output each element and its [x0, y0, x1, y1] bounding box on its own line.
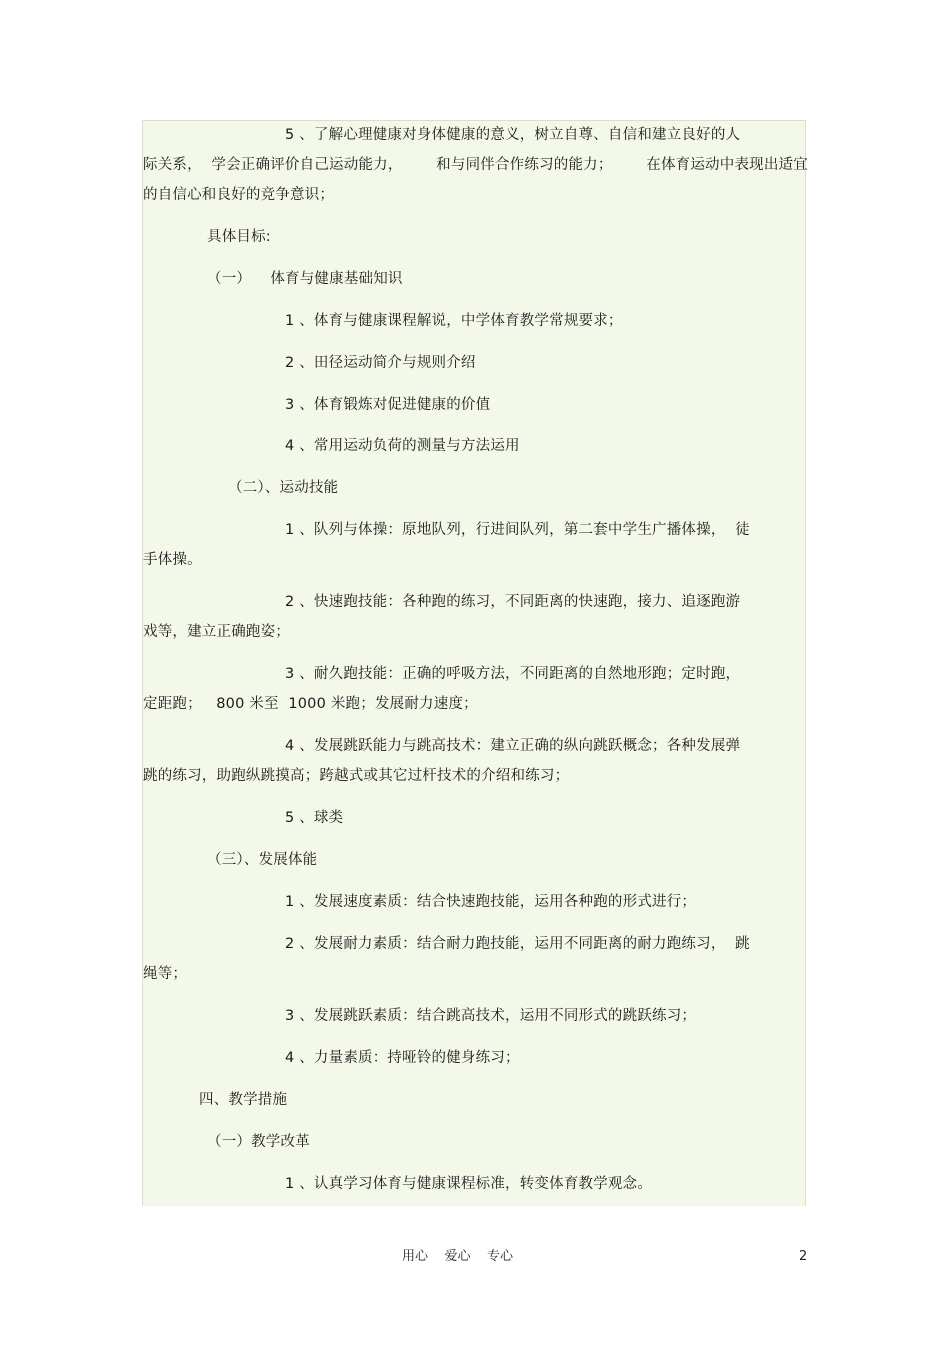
paragraph-line: 际关系， 学会正确评价自己运动能力， 和与同伴合作练习的能力； 在体育运动中表现出适宜 — [143, 157, 808, 173]
list-item: 5 、球类 — [285, 810, 344, 826]
list-item: 2 、快速跑技能：各种跑的练习，不同距离的快速跑，接力、追逐跑游 — [285, 594, 741, 610]
paragraph-line: 5 、了解心理健康对身体健康的意义，树立自尊、自信和建立良好的人 — [285, 127, 741, 143]
list-item-continuation: 绳等； — [143, 966, 188, 982]
list-item: 1 、体育与健康课程解说，中学体育教学常规要求； — [285, 313, 623, 329]
list-item: 2 、发展耐力素质：结合耐力跑技能，运用不同距离的耐力跑练习， 跳 — [285, 936, 750, 952]
footer-motto: 用心 爱心 专心 — [402, 1249, 514, 1264]
section-heading: （二）、运动技能 — [228, 480, 339, 496]
list-item: 1 、队列与体操：原地队列，行进间队列，第二套中学生广播体操， 徒 — [285, 522, 750, 538]
page-number: 2 — [799, 1249, 808, 1264]
section-heading: 具体目标: — [207, 229, 271, 245]
list-item: 3 、体育锻炼对促进健康的价值 — [285, 397, 491, 413]
list-item: 2 、田径运动简介与规则介绍 — [285, 355, 476, 371]
list-item: 4 、发展跳跃能力与跳高技术：建立正确的纵向跳跃概念；各种发展弹 — [285, 738, 741, 754]
list-item: 1 、认真学习体育与健康课程标准，转变体育教学观念。 — [285, 1176, 653, 1192]
list-item: 1 、发展速度素质：结合快速跑技能，运用各种跑的形式进行； — [285, 894, 697, 910]
list-item-continuation: 定距跑； 800 米至 1000 米跑；发展耐力速度； — [143, 696, 478, 712]
section-heading: （一）教学改革 — [207, 1134, 310, 1150]
section-heading: （三）、发展体能 — [207, 852, 318, 868]
section-heading: 四、教学措施 — [199, 1092, 288, 1108]
section-heading: （一） 体育与健康基础知识 — [207, 271, 403, 287]
list-item-continuation: 戏等，建立正确跑姿； — [143, 624, 290, 640]
list-item: 3 、发展跳跃素质：结合跳高技术，运用不同形式的跳跃练习； — [285, 1008, 697, 1024]
list-item-continuation: 跳的练习，助跑纵跳摸高；跨越式或其它过杆技术的介绍和练习； — [143, 768, 570, 784]
list-item: 4 、力量素质：持哑铃的健身练习； — [285, 1050, 520, 1066]
list-item: 4 、常用运动负荷的测量与方法运用 — [285, 438, 520, 454]
paragraph-line: 的自信心和良好的竞争意识； — [143, 187, 335, 203]
list-item-continuation: 手体操。 — [143, 552, 202, 568]
list-item: 3 、耐久跑技能：正确的呼吸方法，不同距离的自然地形跑；定时跑， — [285, 666, 741, 682]
